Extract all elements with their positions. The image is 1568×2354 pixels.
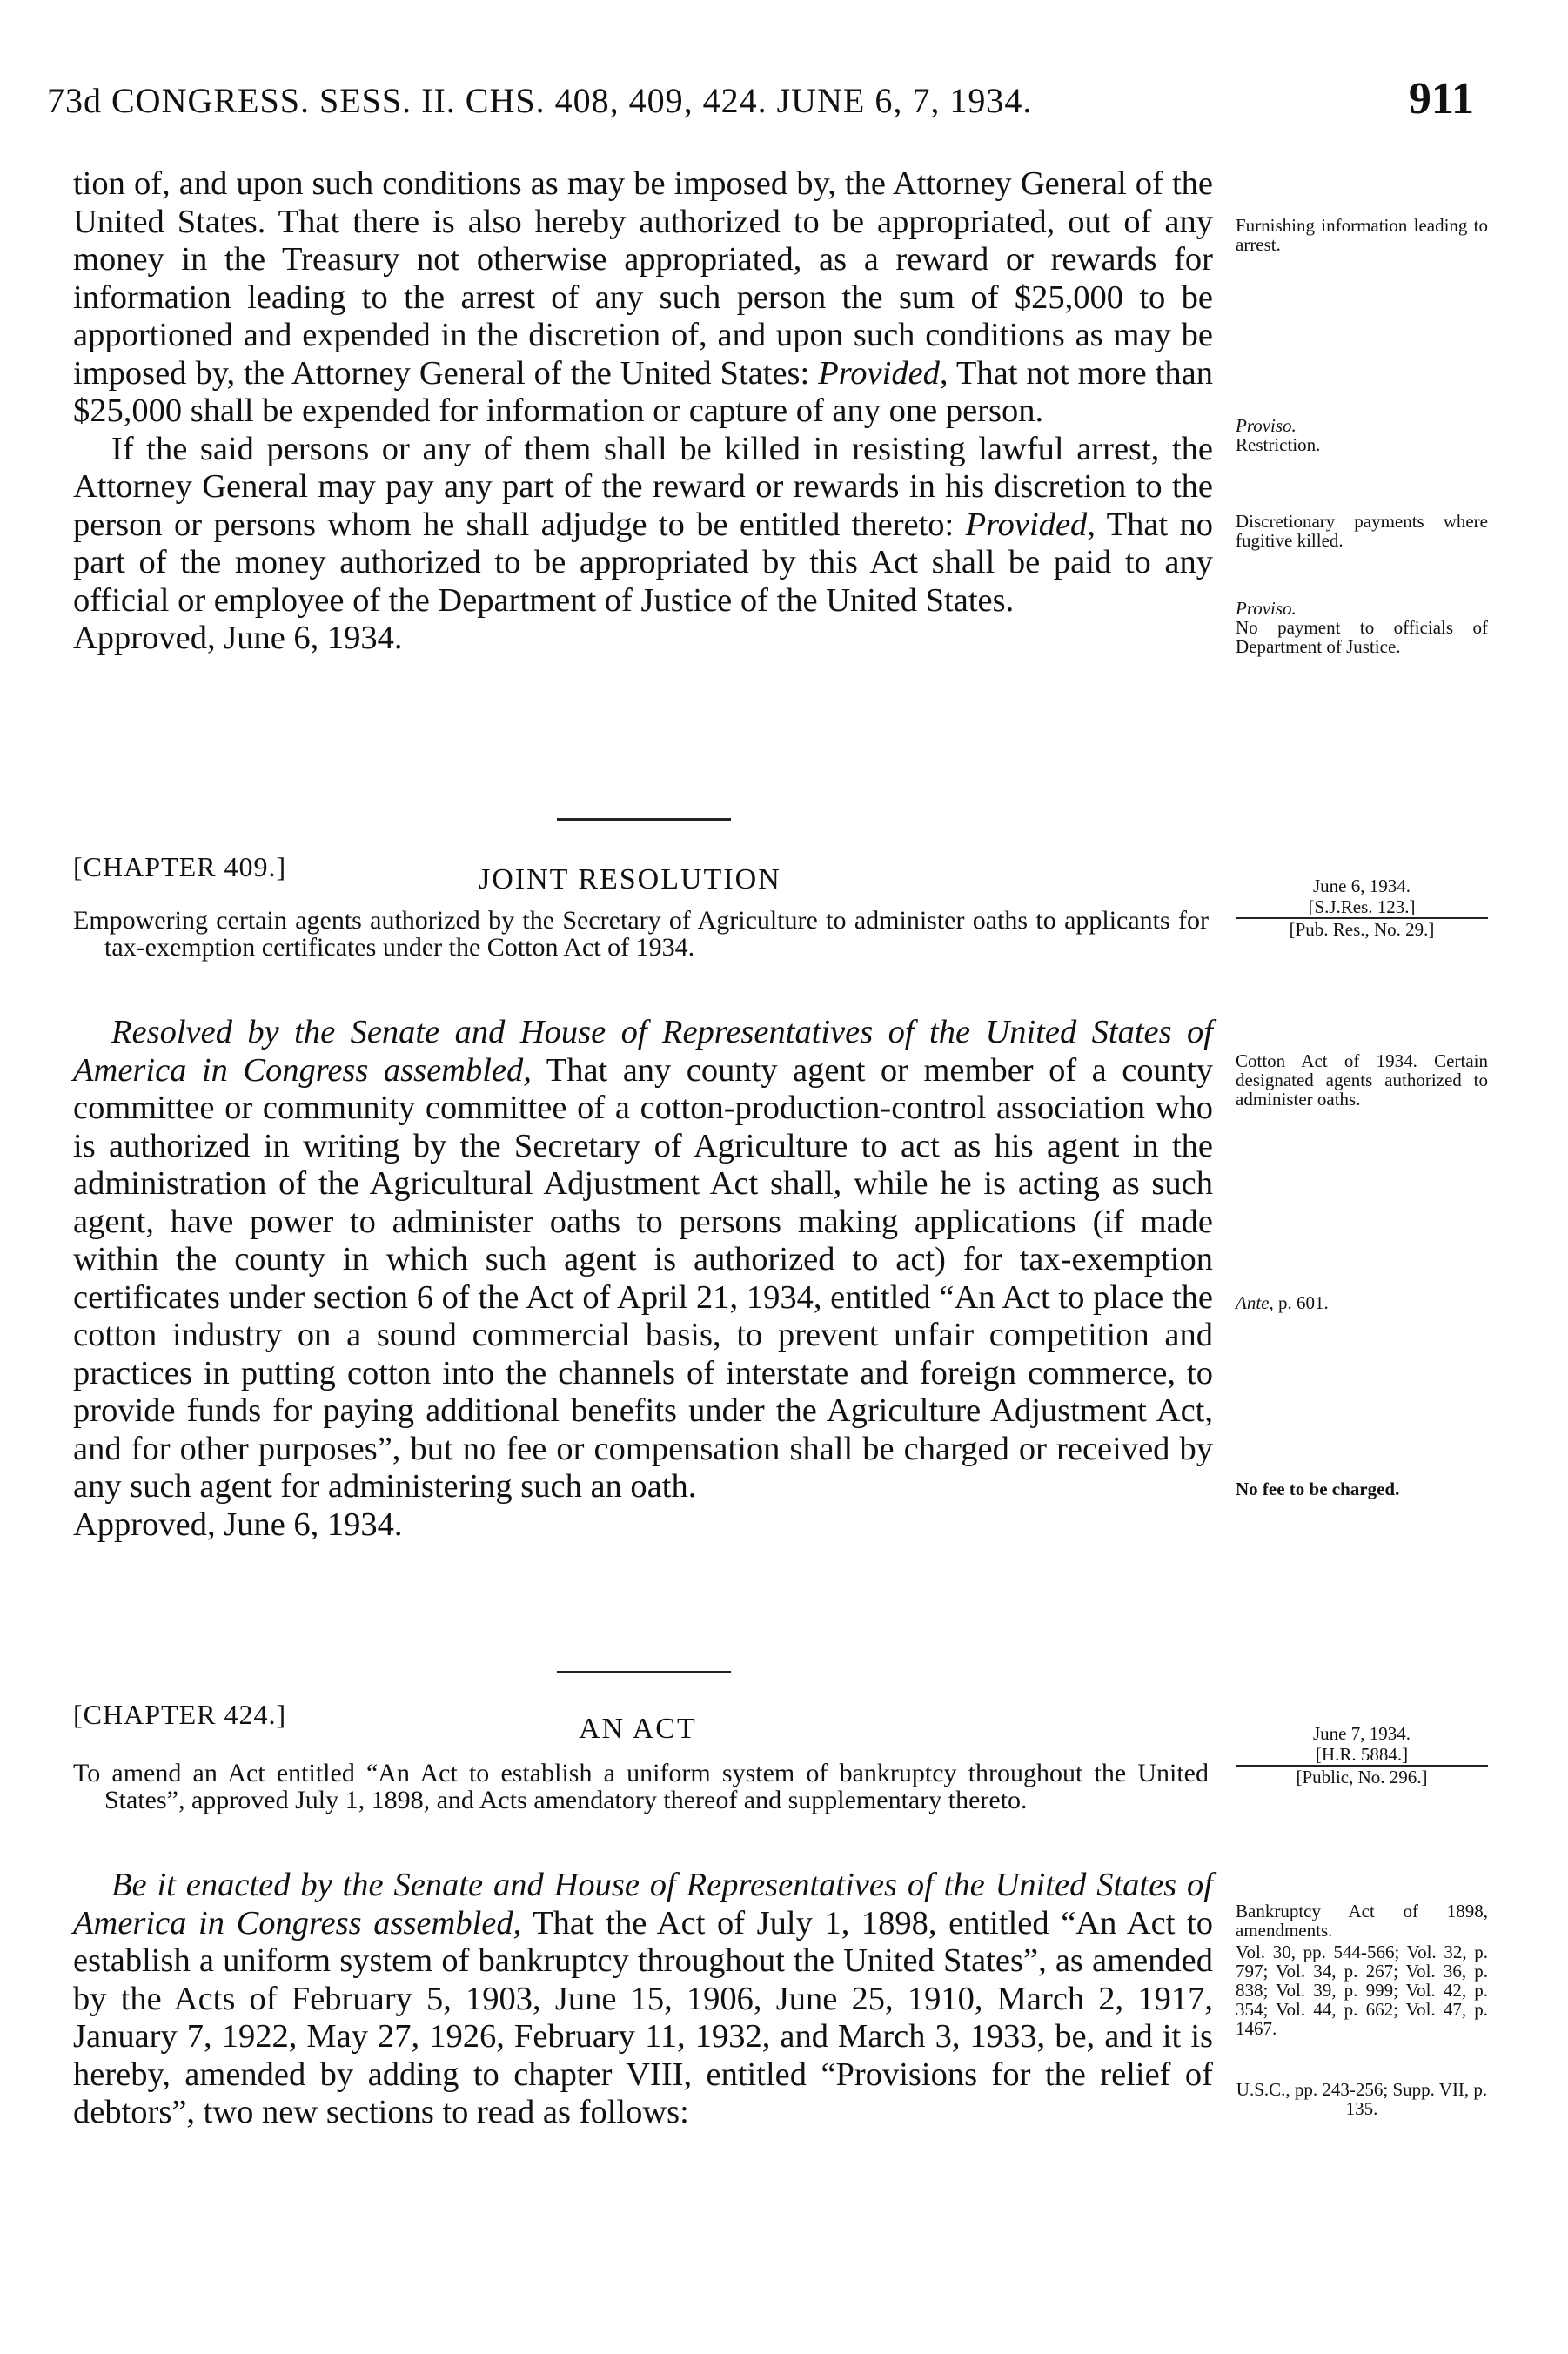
ch409-summary: Empowering certain agents authorized by the Secretary of Agriculture to administer oaths to applicants for tax-exemption certificates under the Cotton Act of 1934. [73, 906, 1209, 962]
chapter-408-text [73, 165, 1213, 658]
chapter-409-text [73, 1014, 1213, 1544]
section-divider [557, 1671, 731, 1673]
margin-note-no-fee: No fee to be charged. [1236, 1479, 1400, 1499]
margin-note-furnishing: Furnishing information leading to arrest. [1236, 215, 1488, 255]
margin-note-usc: U.S.C., pp. 243-256; Supp. VII, p. 135. [1236, 2079, 1488, 2119]
margin-note-proviso: Proviso. Restriction. [1236, 415, 1321, 455]
ch409-date: June 6, 1934. [1313, 875, 1411, 896]
margin-note-volumes: Vol. 30, pp. 544-566; Vol. 32, p. 797; Vol. 34, p. 267; Vol. 36, p. 838; Vol. 39, p. 999; Vol. 42, p. 354; Vol. 44, p. 662; Vol. 47, p. 1467. [1236, 1942, 1488, 2039]
ch424-body: Be it enacted by the Senate and House of Representatives of the United States of America in Congress assembled, That the Act of July 1, 1898, entitled “An Act to establish a uniform system of bankruptcy throughout the United States”, as amended by the Acts of February 5, 1903, June 15, 1906, June 25, 1910, March 2, 1917, January 7, 1922, May 27, 1926, February 11, 1932, and March 3, 1933, be, and it is hereby, amended by adding to chapter VIII, entitled “Provisions for the relief of debtors”, two new sections to read as follows: [73, 1867, 1213, 2130]
running-header [47, 74, 1474, 141]
chapter-424-label: [CHAPTER 424.] [73, 1699, 287, 1730]
margin-note-ante: Ante, p. 601. [1236, 1292, 1329, 1313]
ch409-public-resolution: [Pub. Res., No. 29.] [1289, 919, 1435, 940]
chapter-409-label: [CHAPTER 409.] [73, 851, 287, 882]
ch424-public-law: [Public, No. 296.] [1296, 1767, 1428, 1787]
running-title: 73d CONGRESS. SESS. II. CHS. 408, 409, 424. JUNE 6, 7, 1934. [47, 81, 1033, 120]
ch409-citation [1236, 875, 1488, 940]
act-title: AN ACT [579, 1713, 697, 1745]
ch424-summary: To amend an Act entitled “An Act to establish a uniform system of bankruptcy throughout the United States”, approved July 1, 1898, and Acts amendatory thereof and supplementary thereto. [73, 1759, 1209, 1814]
provided-label: Provided, [818, 354, 948, 392]
ch424-date: June 7, 1934. [1313, 1723, 1411, 1744]
provided-label: Provided, [965, 506, 1096, 543]
ch408-approved: Approved, June 6, 1934. [73, 620, 403, 656]
ch408-paragraph-1: tion of, and upon such conditions as may be imposed by, the Attorney General of the United States. That there is also hereby authorized to be appropriated, out of any money in the Treasury not otherwise appropriated, as a reward or rewards for information leading to the arrest of any such person the sum of $25,000 to be apportioned and expended in the discretion of, and upon such conditions as may be imposed by, the Attorney General of the United States: Provided, That not more than $25,000 shall be expended for information or capture of any one person. [73, 165, 1214, 429]
resolving-clause: Resolved by the Senate and House of Representatives of the United States of America in Congress assembled, [73, 1014, 1213, 1089]
joint-resolution-title: JOINT RESOLUTION [479, 863, 781, 895]
ch409-approved: Approved, June 6, 1934. [73, 1506, 403, 1543]
section-divider [557, 818, 731, 821]
ch409-bill: [S.J.Res. 123.] [1236, 896, 1488, 919]
ch408-paragraph-2: If the said persons or any of them shall be killed in resisting lawful arrest, the Attorney General may pay any part of the reward or rewards in his discretion to the person or persons whom he shall adjudge to be entitled thereto: Provided, That no part of the money authorized to be appropriated by this Act shall be paid to any official or employee of the Department of Justice of the United States. [73, 430, 1213, 619]
ch409-body: Resolved by the Senate and House of Representatives of the United States of America in Congress assembled, That any county agent or member of a county committee or community committee of a cotton-production-control association who is authorized in writing by the Secretary of Agriculture to act as his agent in the administration of the Agricultural Adjustment Act shall, while he is acting as such agent, have power to administer oaths to persons making applications (if made within the county in which such agent is authorized to act) for tax-exemption certificates under section 6 of the Act of April 21, 1934, entitled “An Act to place the cotton industry on a sound commercial basis, to prevent unfair competition and practices in putting cotton into the channels of interstate and foreign commerce, to provide funds for paying additional benefits under the Agriculture Adjustment Act, and for other purposes”, but no fee or compensation shall be charged or received by any such agent for administering such an oath. [73, 1014, 1214, 1505]
margin-note-cotton-act: Cotton Act of 1934. Certain designated agents authorized to administer oaths. [1236, 1050, 1488, 1110]
chapter-424-text [73, 1867, 1213, 2132]
ch424-citation [1236, 1723, 1488, 1787]
margin-note-proviso-no-payment: Proviso. No payment to officials of Department of Justice. [1236, 598, 1488, 657]
margin-note-discretionary: Discretionary payments where fugitive killed. [1236, 511, 1488, 551]
enacting-clause: Be it enacted by the Senate and House of Representatives of the United States of America in Congress assembled, [73, 1867, 1213, 1942]
margin-note-bankruptcy: Bankruptcy Act of 1898, amendments. [1236, 1901, 1488, 1941]
ch424-bill: [H.R. 5884.] [1236, 1744, 1488, 1767]
page-number: 911 [1408, 74, 1474, 124]
